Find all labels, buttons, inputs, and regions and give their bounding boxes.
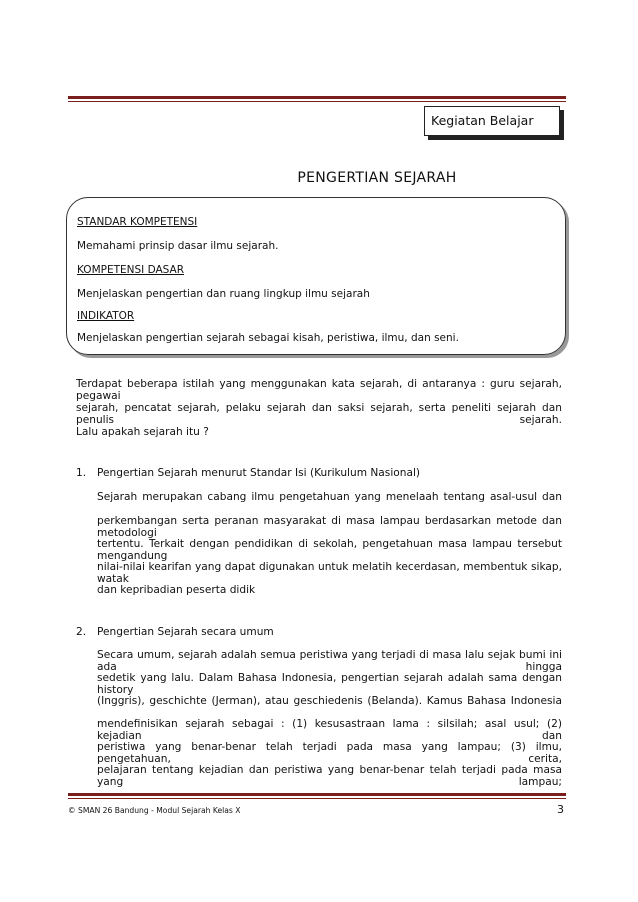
section-2-heading: Pengertian Sejarah secara umum	[97, 626, 274, 638]
section-2-line: pelajaran tentang kejadian dan peristiwa yang benar-benar telah terjadi pada masa yang lampau;	[97, 764, 562, 788]
header-rule-thin	[68, 101, 566, 102]
page-number: 3	[557, 803, 564, 816]
indikator-heading: INDIKATOR	[77, 310, 135, 322]
intro-line-1: Terdapat beberapa istilah yang menggunakan kata sejarah, di antaranya : guru sejarah, pegawai	[76, 378, 562, 402]
section-2-line: sedetik yang lalu. Dalam Bahasa Indonesia, pengertian sejarah adalah sama dengan history	[97, 672, 562, 696]
standar-kompetensi-text: Memahami prinsip dasar ilmu sejarah.	[77, 240, 279, 252]
section-1-number: 1.	[76, 467, 87, 479]
section-2-line: mendefinisikan sejarah sebagai : (1) kesusastraan lama : silsilah; asal usul; (2) kejadian dan	[97, 718, 562, 742]
footer-rule-thick	[68, 793, 566, 796]
footer-rule-thin	[68, 798, 566, 799]
section-1-heading: Pengertian Sejarah menurut Standar Isi (Kurikulum Nasional)	[97, 467, 421, 479]
intro-line-3: Lalu apakah sejarah itu ?	[76, 426, 209, 438]
section-1-line: perkembangan serta peranan masyarakat di masa lampau berdasarkan metode dan metodologi	[97, 515, 562, 539]
kompetensi-dasar-heading: KOMPETENSI DASAR	[77, 264, 185, 276]
section-1-line: nilai-nilai kearifan yang dapat digunakan untuk melatih kecerdasan, membentuk sikap, watak	[97, 561, 562, 585]
footer-credit: © SMAN 26 Bandung - Modul Sejarah Kelas X	[68, 806, 241, 815]
standar-kompetensi-heading: STANDAR KOMPETENSI	[77, 216, 198, 228]
section-2-line: peristiwa yang benar-benar telah terjadi pada masa yang lampau; (3) ilmu, pengetahuan, cerita,	[97, 741, 562, 765]
intro-line-2: sejarah, pencatat sejarah, pelaku sejarah dan saksi sejarah, serta peneliti sejarah dan penulis sejarah.	[76, 402, 562, 426]
header-rule-thick	[68, 96, 566, 99]
section-1-line: dan kepribadian peserta didik	[97, 584, 256, 596]
section-1-line: Sejarah merupakan cabang ilmu pengetahuan yang menelaah tentang asal-usul dan	[97, 491, 562, 503]
kegiatan-belajar-label: Kegiatan Belajar	[424, 106, 560, 136]
section-2-line: (Inggris), geschichte (Jerman), atau geschiedenis (Belanda). Kamus Bahasa Indonesia	[97, 695, 562, 707]
section-1-line: tertentu. Terkait dengan pendidikan di sekolah, pengetahuan masa lampau tersebut mengandung	[97, 538, 562, 562]
page-title: PENGERTIAN SEJARAH	[297, 170, 457, 186]
section-2-line: Secara umum, sejarah adalah semua peristiwa yang terjadi di masa lalu sejak bumi ini ada hingga	[97, 649, 562, 673]
section-2-number: 2.	[76, 626, 87, 638]
kompetensi-dasar-text: Menjelaskan pengertian dan ruang lingkup ilmu sejarah	[77, 288, 370, 300]
indikator-text: Menjelaskan pengertian sejarah sebagai kisah, peristiwa, ilmu, dan seni.	[77, 332, 459, 344]
